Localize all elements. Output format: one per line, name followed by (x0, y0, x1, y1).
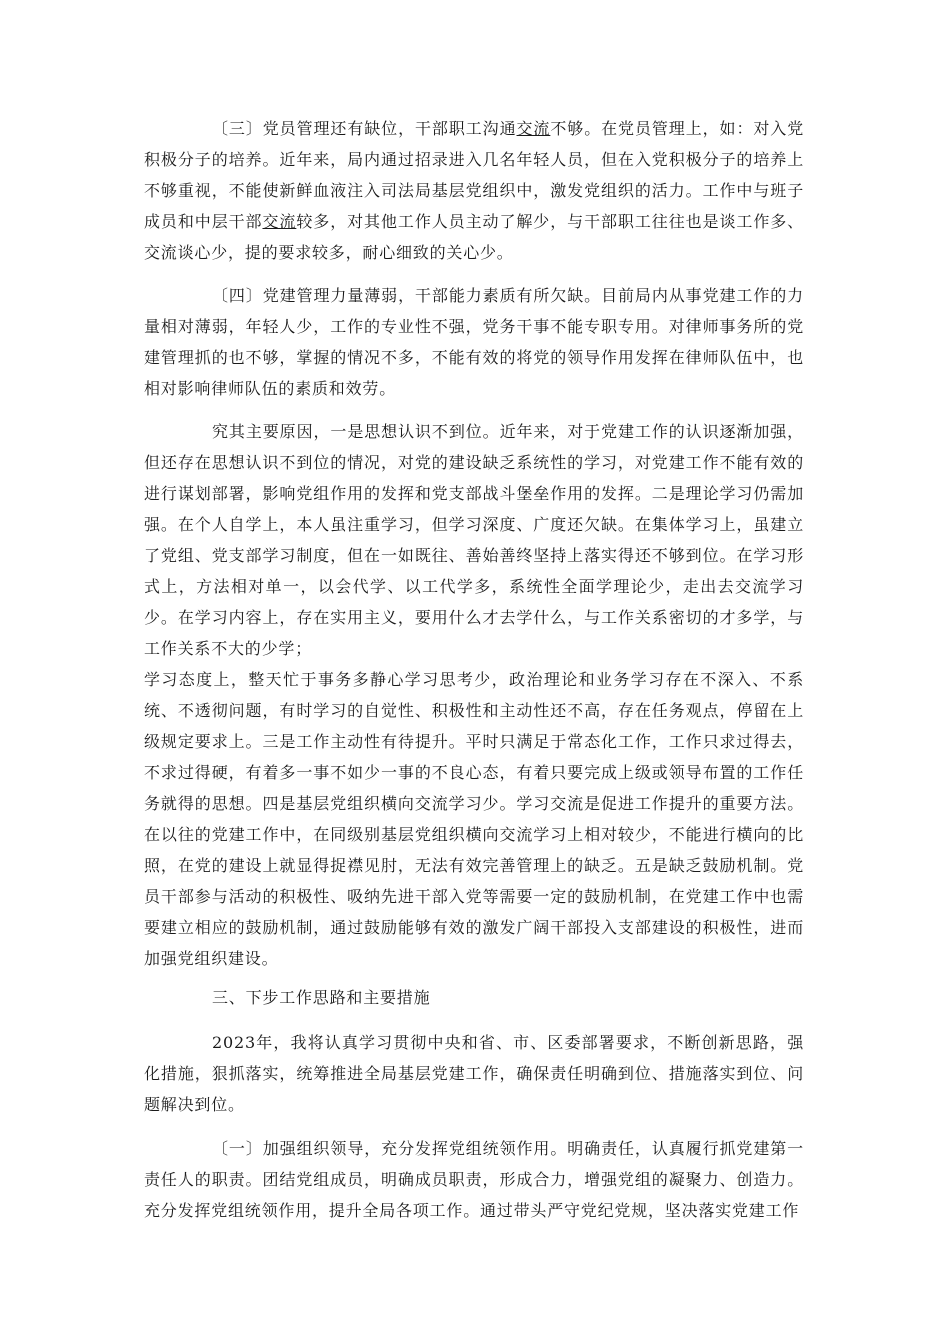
underlined-term: 交流 (516, 119, 551, 138)
paragraph-party-building-capacity: 〔四〕党建管理力量薄弱，干部能力素质有所欠缺。目前局内从事党建工作的力量相对薄弱，年轻人少，工作的专业性不强，党务干事不能专职专用。对律师事务所的党建管理抓的也不够，掌握的情况不多，不能有效的将党的领导作用发挥在律师队伍中，也相对影响律师队伍的素质和效劳。 (144, 286, 804, 398)
paragraph-text: 较多，对其他工作人员主动了解少，与干部职工往往也是谈工作多、交流谈心少，提的要求较多，耐心细致的关心少。 (144, 212, 804, 262)
paragraph-party-member-management (144, 113, 804, 268)
paragraph-text: 〔三〕党员管理还有缺位，干部职工沟通 (212, 119, 517, 138)
paragraph-study-attitude: 学习态度上，整天忙于事务多静心学习思考少，政治理论和业务学习存在不深入、不系统、不透彻问题，有时学习的自觉性、积极性和主动性还不高，存在任务观点，停留在上级规定要求上。三是工作主动性有待提升。平时只满足于常态化工作，工作只求过得去，不求过得硬，有着多一事不如少一事的不良心态，有着只要完成上级或领导布置的工作任务就得的思想。四是基层党组织横向交流学习少。学习交流是促进工作提升的重要方法。在以往的党建工作中，在同级别基层党组织横向交流学习上相对较少，不能进行横向的比照，在党的建设上就显得捉襟见肘，无法有效完善管理上的缺乏。五是缺乏鼓励机制。党员干部参与活动的积极性、吸纳先进干部入党等需要一定的鼓励机制，在党建工作中也需要建立相应的鼓励机制，通过鼓励能够有效的激发广阔干部投入支部建设的积极性，进而加强党组织建设。 (144, 670, 804, 968)
paragraph-organizational-leadership: 〔一〕加强组织领导，充分发挥党组统领作用。明确责任，认真履行抓党建第一责任人的职责。团结党组成员，明确成员职责，形成合力，增强党组的凝聚力、创造力。充分发挥党组统领作用，提升全局各项工作。通过带头严守党纪党规，坚决落实党建工作 (144, 1139, 804, 1220)
section-heading: 三、下步工作思路和主要措施 (212, 988, 431, 1007)
underlined-term: 交流 (262, 212, 297, 231)
paragraph-text: 不够。在党员管理上，如：对入党积极分子的培养。近年来，局内通过招录进入几名年轻人员，但在入党积极分子的培养上不够重视，不能使新鲜血液注入司法局基层党组织中，激发党组织的活力。工作中与班子成员和中层干部 (144, 119, 804, 231)
paragraph-main-causes: 究其主要原因，一是思想认识不到位。近年来，对于党建工作的认识逐渐加强，但还存在思想认识不到位的情况，对党的建设缺乏系统性的学习，对党建工作不能有效的进行谋划部署，影响党组作用的发挥和党支部战斗堡垒作用的发挥。二是理论学习仍需加强。在个人自学上，本人虽注重学习，但学习深度、广度还欠缺。在集体学习上，虽建立了党组、党支部学习制度，但在一如既往、善始善终坚持上落实得还不够到位。在学习形式上，方法相对单一，以会代学、以工代学多，系统性全面学理论少，走出去交流学习少。在学习内容上，存在实用主义，要用什么才去学什么，与工作关系密切的才多学，与工作关系不大的少学； (144, 422, 804, 658)
paragraph-2023-plan: 2023年，我将认真学习贯彻中央和省、市、区委部署要求，不断创新思路，强化措施，狠抓落实，统筹推进全局基层党建工作，确保责任明确到位、措施落实到位、问题解决到位。 (144, 1033, 804, 1114)
